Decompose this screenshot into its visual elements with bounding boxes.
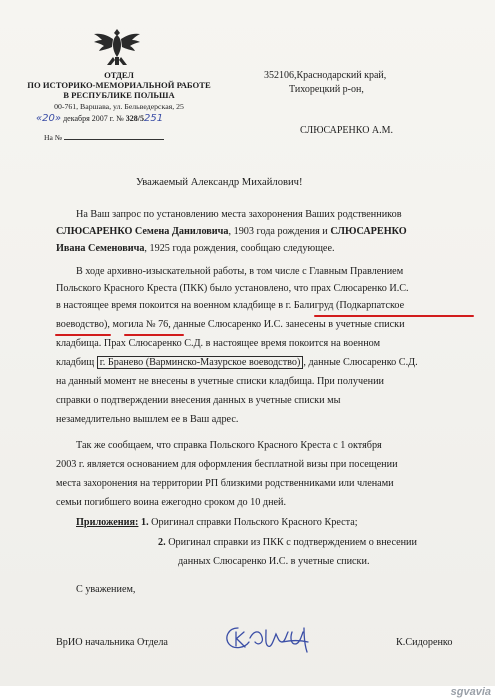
date-day: «20» [36,113,62,124]
recipient-name: СЛЮСАРЕНКО А.М. [300,125,394,136]
attachment2-number: 2. [158,537,166,548]
greeting: Уважаемый Александр Михайлович! [136,177,303,188]
attachments-line1 [76,517,358,528]
eagle-emblem-icon [92,25,142,67]
recipient-postal: 352106,Краснодарский край, [264,70,387,81]
red-underline-3 [124,334,184,336]
attachments-label: Приложения: [76,517,139,528]
person2-name: Ивана Семеновича [56,243,145,254]
signatory-name: К.Сидоренко [396,637,453,648]
para2-line3 [56,300,404,311]
person2-surname: СЛЮСАРЕНКО [330,226,407,237]
para3-line4: семьи погибшего воина ежегодно сроком до 10 дней. [56,497,287,508]
para2-line4-b: , [107,319,113,330]
attachment1-number: 1. [140,517,149,528]
grave-number: могила № 76 [112,319,169,330]
para2-line4 [56,319,405,330]
attachment2-text: Оригинал справки из ПКК с подтверждением о внесении [165,537,417,548]
footer-strip [0,686,495,700]
para1-line1: На Ваш запрос по установлению места захоронения Ваших родственников [76,209,402,220]
para2-line1: В ходе архивно-изыскательной работы, в том числе с Главным Правлением [76,266,404,277]
burial-place-2: г. Бранево (Варминско-Мазурское воеводство) [97,356,304,369]
ref-handwritten: 251 [144,113,164,124]
letter-date [36,113,163,124]
para2-line3-a: в настоящее время покоится на военном кладбище в [56,300,286,311]
letterhead-dept: ПО ИСТОРИКО-МЕМОРИАЛЬНОЙ РАБОТЕ [27,80,211,90]
burial-region-1: воеводство) [56,319,108,330]
red-underline-1 [314,315,474,317]
para3-line1: Так же сообщаем, что справка Польского Красного Креста с 1 октября [76,440,382,451]
para3-line3: места захоронения на территории РП близкими родственниками или членами [56,478,394,489]
date-month-year: декабря 2007 г. № [63,114,124,123]
para3-line2: 2003 г. является основанием для оформления бесплатной визы при посещении [56,459,398,470]
signatory-position: ВрИО начальника Отдела [56,637,168,648]
attachments-line3: данных Слюсаренко И.С. в учетные списки. [178,556,370,567]
attachments-line2 [158,537,417,548]
para1-line2 [56,226,407,237]
letterhead-org: ОТДЕЛ [104,70,134,80]
na-label: На № [44,133,62,142]
reply-to-line [44,133,164,142]
na-blank [64,139,164,140]
para1-line3 [56,243,335,254]
para2-line5: кладбища. Прах Слюсаренко С.Д. в настоящее время покоится на военном [56,338,381,349]
para2-line6-a: кладбищ [56,357,97,368]
para2-line6 [56,357,418,368]
para2-line4-d: , данные Слюсаренко И.С. занесены в учетные списки [168,319,405,330]
attachment1-text: Оригинал справки Польского Красного Креста; [148,517,358,528]
para1-line2-mid: , 1903 года рождения и [228,226,331,237]
para2-line7: на данный момент не внесены в учетные списки кладбища. При получении [56,376,384,387]
site-watermark: sgvavia [450,686,491,698]
para2-line9: незамедлительно вышлем ее в Ваш адрес. [56,414,239,425]
para1-line3-rest: , 1925 года рождения, сообщаю следующее. [144,243,335,254]
ref-number: 328/5 [125,114,145,123]
person1-name: СЛЮСАРЕНКО Семена Даниловича [56,226,229,237]
recipient-district: Тихорецкий р-он, [289,84,364,95]
burial-place-1: г. Балигруд (Подкарпатское [285,300,405,311]
letterhead-address: 00-761, Варшава, ул. Бельведерская, 25 [54,102,184,111]
para2-line8: справки о подтверждении внесения данных в учетные списки мы [56,395,341,406]
para2-line6-c: , данные Слюсаренко С.Д. [303,357,418,368]
letterhead-country: В РЕСПУБЛИКЕ ПОЛЬША [63,90,175,100]
red-underline-2 [55,334,111,336]
para2-line2: Польского Красного Креста (ПКК) было установлено, что прах Слюсаренко И.С. [56,283,409,294]
handwritten-signature [222,620,316,656]
closing: С уважением, [76,584,136,595]
